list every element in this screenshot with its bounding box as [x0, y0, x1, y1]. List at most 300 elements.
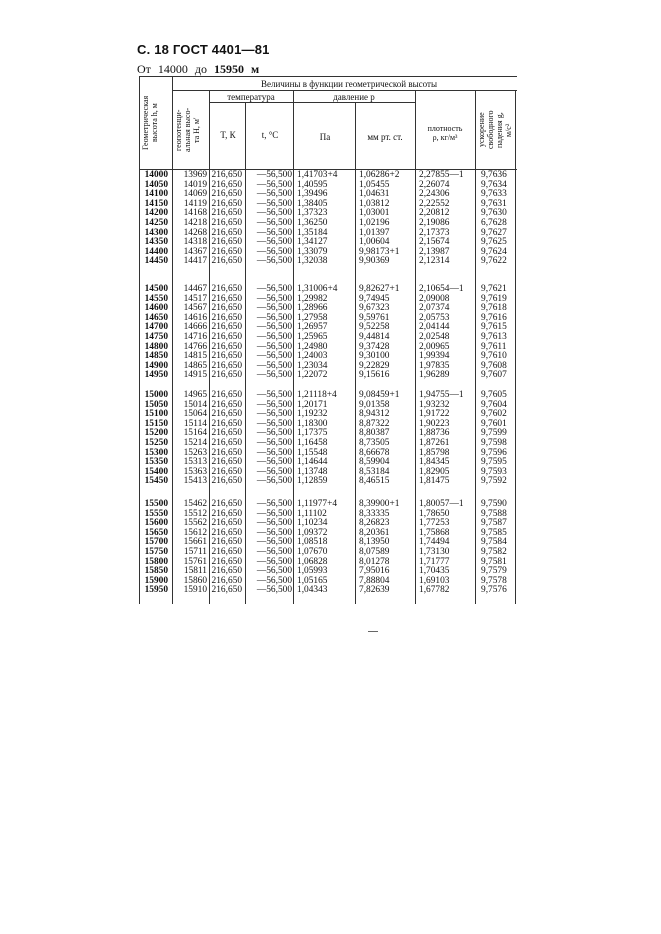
temperature-c-cell: —56,500	[256, 418, 292, 429]
gravity-cell: 9,7627	[481, 227, 507, 238]
density-cell: 1,75868	[419, 527, 450, 538]
density-cell: 2,27855—1	[419, 170, 464, 180]
gravity-cell: 9,7599	[481, 428, 507, 439]
geometric-height-cell: 15600	[144, 518, 168, 529]
geopotential-height-cell: 15114	[183, 418, 207, 429]
geometric-height-cell: 15950	[144, 585, 168, 596]
geopotential-height-cell: 15860	[183, 575, 207, 586]
density-cell: 1,81475	[419, 476, 450, 487]
geopotential-height-cell: 14716	[183, 332, 207, 342]
pressure-mmhg-cell: 8,07589	[359, 547, 390, 557]
pressure-pa-cell: 1,41703+4	[297, 170, 338, 180]
geopotential-height-cell: 15413	[183, 476, 207, 487]
pressure-mmhg-cell: 9,22829	[359, 360, 390, 371]
gravity-cell: 9,7622	[481, 256, 507, 267]
temperature-k-cell: 216,650	[211, 418, 242, 429]
gravity-cell: 9,7624	[481, 246, 507, 257]
geometric-height-cell: 14700	[144, 322, 168, 333]
pressure-pa-cell: 1,23034	[297, 360, 328, 371]
gravity-cell: 9,7611	[481, 341, 507, 352]
gravity-cell: 9,7593	[481, 466, 507, 477]
temperature-c-cell: —56,500	[256, 360, 292, 371]
range-unit: м	[251, 62, 260, 76]
pressure-pa-cell: 1,10234	[297, 518, 328, 529]
gravity-cell: 9,7602	[481, 409, 507, 420]
gravity-cell: 9,7576	[481, 585, 507, 596]
density-cell: 2,19086	[419, 218, 450, 228]
density-cell: 2,07374	[419, 303, 450, 314]
pressure-mmhg-cell: 1,01397	[359, 227, 390, 238]
temperature-c-cell: —56,500	[256, 447, 292, 458]
geometric-height-cell: 14800	[144, 341, 168, 352]
geopotential-height-cell: 14119	[183, 198, 207, 209]
density-cell: 2,15674	[419, 237, 450, 248]
temperature-k-cell: 216,650	[211, 428, 242, 439]
pressure-mmhg-cell: 9,01358	[359, 399, 390, 410]
temperature-c-cell: —56,500	[256, 585, 292, 596]
geometric-height-cell: 15050	[144, 399, 168, 410]
mmhg-header: мм рт. ст.	[367, 132, 403, 142]
pressure-pa-cell: 1,21118+4	[297, 390, 337, 400]
pressure-mmhg-cell: 9,08459+1	[359, 390, 400, 400]
pressure-pa-cell: 1,28966	[297, 303, 328, 314]
temperature-k-cell: 216,650	[211, 332, 242, 342]
temperature-c-cell: —56,500	[256, 312, 292, 323]
temperature-k-cell: 216,650	[211, 527, 242, 538]
pressure-pa-cell: 1,27958	[297, 312, 328, 323]
temperature-k-cell: 216,650	[211, 227, 242, 238]
pressure-pa-cell: 1,33079	[297, 246, 328, 257]
temperature-c-cell: —56,500	[256, 499, 292, 509]
pressure-pa-cell: 1,32038	[297, 256, 328, 267]
col-rule-1	[172, 76, 173, 604]
temperature-k-cell: 216,650	[211, 466, 242, 477]
temperature-c-cell: —56,500	[256, 566, 292, 577]
density-cell: 2,12314	[419, 256, 450, 267]
geometric-height-cell: 15200	[144, 428, 168, 439]
range-line	[137, 62, 263, 77]
temperature-c-cell: —56,500	[256, 246, 292, 257]
gravity-cell: 9,7578	[481, 575, 507, 586]
pressure-mmhg-cell: 9,30100	[359, 351, 390, 362]
geopotential-height-cell: 14766	[183, 341, 207, 352]
geopotential-height-cell: 14417	[183, 256, 207, 267]
pressure-mmhg-cell: 9,90369	[359, 256, 390, 267]
density-cell: 1,85798	[419, 447, 450, 458]
atmosphere-table	[139, 76, 517, 604]
temperature-c-cell: —56,500	[256, 237, 292, 248]
end-dash	[368, 631, 378, 632]
temperature-c-cell: —56,500	[256, 399, 292, 410]
gravity-cell: 9,7631	[481, 198, 507, 209]
temperature-k-cell: 216,650	[211, 409, 242, 420]
pa-header: Па	[319, 132, 331, 142]
pressure-mmhg-cell: 1,02196	[359, 218, 390, 228]
col-rule-3	[245, 102, 246, 604]
geopotential-height-cell: 15661	[183, 537, 207, 548]
gravity-cell: 9,7616	[481, 312, 507, 323]
geometric-height-cell: 15350	[144, 457, 168, 468]
density-cell: 2,26074	[419, 179, 450, 190]
geometric-height-cell: 14050	[144, 179, 168, 190]
geopotential-height-cell: 15761	[183, 556, 207, 567]
pressure-mmhg-cell: 9,67323	[359, 303, 390, 314]
geometric-height-cell: 15750	[144, 547, 168, 557]
pressure-pa-cell: 1,36250	[297, 218, 328, 228]
pressure-mmhg-cell: 9,82627+1	[359, 284, 400, 294]
density-cell: 2,22552	[419, 198, 450, 209]
gravity-cell: 9,7590	[481, 499, 507, 509]
geopotential-height-cell: 15512	[183, 508, 207, 519]
temperature-k-cell: 216,650	[211, 476, 242, 487]
pressure-mmhg-cell: 8,46515	[359, 476, 390, 487]
density-cell: 1,70435	[419, 566, 450, 577]
temperature-k-cell: 216,650	[211, 218, 242, 228]
geopotential-height-cell: 15811	[183, 566, 207, 577]
geopotential-height-cell: 15612	[183, 527, 207, 538]
pressure-mmhg-cell: 8,73505	[359, 438, 390, 448]
pressure-mmhg-cell: 9,74945	[359, 293, 390, 304]
table-top-rule	[139, 76, 517, 77]
geopotential-height-cell: 14965	[183, 390, 207, 400]
pressure-pa-cell: 1,11102	[297, 508, 327, 519]
pressure-mmhg-cell: 7,95016	[359, 566, 390, 577]
temperature-k-cell: 216,650	[211, 351, 242, 362]
temperature-k-cell: 216,650	[211, 537, 242, 548]
density-cell: 1,91722	[419, 409, 450, 420]
density-cell: 1,82905	[419, 466, 450, 477]
density-cell: 2,02548	[419, 332, 450, 342]
density-cell: 1,69103	[419, 575, 450, 586]
geopotential-height-cell: 15462	[183, 499, 207, 509]
geopotential-height-cell: 14019	[183, 179, 207, 190]
density-cell: 1,84345	[419, 457, 450, 468]
temperature-c-cell: —56,500	[256, 189, 292, 200]
pressure-pa-cell: 1,39496	[297, 189, 328, 200]
density-cell: 2,20812	[419, 208, 450, 219]
pressure-mmhg-cell: 8,20361	[359, 527, 390, 538]
gravity-cell: 9,7604	[481, 399, 507, 410]
geopotential-height-cell: 14616	[183, 312, 207, 323]
temperature-c-cell: —56,500	[256, 303, 292, 314]
geopotential-height-cell: 15313	[183, 457, 207, 468]
geometric-height-cell: 15800	[144, 556, 168, 567]
pressure-mmhg-cell: 8,66678	[359, 447, 390, 458]
geopotential-height-cell: 14168	[183, 208, 207, 219]
gravity-cell: 9,7588	[481, 508, 507, 519]
geometric-height-cell: 14100	[144, 189, 168, 200]
temperature-c-cell: —56,500	[256, 198, 292, 209]
pressure-pa-cell: 1,37323	[297, 208, 328, 219]
pressure-pa-cell: 1,24980	[297, 341, 328, 352]
geometric-height-cell: 14200	[144, 208, 168, 219]
temperature-c-cell: —56,500	[256, 390, 292, 400]
gravity-cell: 9,7592	[481, 476, 507, 487]
density-cell: 2,04144	[419, 322, 450, 333]
pressure-mmhg-cell: 1,04631	[359, 189, 390, 200]
density-cell: 1,97835	[419, 360, 450, 371]
temperature-c-cell: —56,500	[256, 332, 292, 342]
density-cell: 2,24306	[419, 189, 450, 200]
pressure-pa-cell: 1,16458	[297, 438, 328, 448]
pressure-pa-cell: 1,31006+4	[297, 284, 338, 294]
pressure-pa-cell: 1,08518	[297, 537, 328, 548]
gravity-cell: 9,7607	[481, 370, 507, 381]
density-cell: 1,73130	[419, 547, 450, 557]
pressure-pa-cell: 1,20171	[297, 399, 328, 410]
geometric-height-cell: 15650	[144, 527, 168, 538]
pressure-mmhg-cell: 8,26823	[359, 518, 390, 529]
temperature-c-cell: —56,500	[256, 351, 292, 362]
pressure-pa-cell: 1,34127	[297, 237, 328, 248]
pressure-header: давление p	[333, 92, 375, 102]
density-cell: 1,77253	[419, 518, 450, 529]
geometric-height-cell: 15550	[144, 508, 168, 519]
range-to-value: 15950	[214, 62, 245, 76]
temperature-k-cell: 216,650	[211, 438, 242, 448]
geometric-height-cell: 14750	[144, 332, 168, 342]
geometric-height-cell: 14550	[144, 293, 168, 304]
values-header: Величины в функции геометрической высоты	[260, 79, 438, 89]
geometric-height-cell: 15100	[144, 409, 168, 420]
range-to-label: до	[194, 62, 208, 76]
gravity-cell: 9,7605	[481, 390, 507, 400]
geopotential-height-cell: 15910	[183, 585, 207, 596]
values-header-rule	[172, 90, 517, 91]
temperature-k-cell: 216,650	[211, 189, 242, 200]
density-cell: 1,67782	[419, 585, 450, 596]
col-rule-5	[355, 102, 356, 604]
gravity-cell: 9,7581	[481, 556, 507, 567]
temperature-k-cell: 216,650	[211, 575, 242, 586]
pressure-rule	[293, 102, 415, 103]
temperature-k-cell: 216,650	[211, 556, 242, 567]
temperature-c-cell: —56,500	[256, 227, 292, 238]
gravity-cell: 9,7582	[481, 547, 507, 557]
geopotential-height-cell: 14815	[183, 351, 207, 362]
pressure-mmhg-cell: 9,44814	[359, 332, 390, 342]
temperature-k-cell: 216,650	[211, 341, 242, 352]
temperature-c-cell: —56,500	[256, 341, 292, 352]
temperature-k-cell: 216,650	[211, 170, 242, 180]
gravity-cell: 9,7615	[481, 322, 507, 333]
geopotential-height-cell: 14915	[183, 370, 207, 381]
pressure-pa-cell: 1,06828	[297, 556, 328, 567]
pressure-pa-cell: 1,38405	[297, 198, 328, 209]
pressure-pa-cell: 1,18300	[297, 418, 328, 429]
pressure-pa-cell: 1,12859	[297, 476, 328, 487]
gravity-cell: 9,7633	[481, 189, 507, 200]
pressure-mmhg-cell: 1,03001	[359, 208, 390, 219]
density-cell: 1,99394	[419, 351, 450, 362]
pressure-mmhg-cell: 9,52258	[359, 322, 390, 333]
temperature-k-cell: 216,650	[211, 399, 242, 410]
temperature-k-cell: 216,650	[211, 370, 242, 381]
temperature-c-cell: —56,500	[256, 208, 292, 219]
geometric-height-cell: 14000	[144, 170, 168, 180]
pressure-mmhg-cell: 8,39900+1	[359, 499, 400, 509]
temperature-k-cell: 216,650	[211, 508, 242, 519]
temperature-c-cell: —56,500	[256, 409, 292, 420]
gravity-cell: 9,7584	[481, 537, 507, 548]
gravity-cell: 9,7610	[481, 351, 507, 362]
temperature-c-cell: —56,500	[256, 547, 292, 557]
geopotential-height-cell: 15164	[183, 428, 207, 439]
geopotential-height-cell: 14318	[183, 237, 207, 248]
gravity-cell: 9,7634	[481, 179, 507, 190]
gravity-cell: 9,7621	[481, 284, 507, 294]
temperature-k-cell: 216,650	[211, 179, 242, 190]
pressure-pa-cell: 1,07670	[297, 547, 328, 557]
temperature-k-cell: 216,650	[211, 390, 242, 400]
temperature-k-cell: 216,650	[211, 547, 242, 557]
pressure-pa-cell: 1,13748	[297, 466, 328, 477]
gravity-cell: 6,7628	[481, 218, 507, 228]
temperature-k-cell: 216,650	[211, 322, 242, 333]
geopotential-height-cell: 15711	[183, 547, 207, 557]
pressure-pa-cell: 1,05165	[297, 575, 328, 586]
density-cell: 1,88736	[419, 428, 450, 439]
temperature-c-cell: —56,500	[256, 457, 292, 468]
gravity-cell: 9,7613	[481, 332, 507, 342]
pressure-mmhg-cell: 1,03812	[359, 198, 390, 209]
temperature-k-cell: 216,650	[211, 518, 242, 529]
geometric-height-cell: 15000	[144, 390, 168, 400]
pressure-mmhg-cell: 7,88804	[359, 575, 390, 586]
temperature-k-cell: 216,650	[211, 566, 242, 577]
pressure-mmhg-cell: 1,05455	[359, 179, 390, 190]
geometric-height-cell: 14150	[144, 198, 168, 209]
temperature-c-cell: —56,500	[256, 256, 292, 267]
geometric-height-cell: 15400	[144, 466, 168, 477]
pressure-mmhg-cell: 8,94312	[359, 409, 390, 420]
pressure-pa-cell: 1,29982	[297, 293, 328, 304]
gravity-cell: 9,7630	[481, 208, 507, 219]
density-cell: 1,71777	[419, 556, 450, 567]
col-rule-8	[515, 90, 516, 604]
geopotential-height-cell: 14467	[183, 284, 207, 294]
t-C-header: t, °С	[261, 130, 279, 140]
pressure-mmhg-cell: 9,37428	[359, 341, 390, 352]
geopotential-height-cell: 14865	[183, 360, 207, 371]
pressure-pa-cell: 1,11977+4	[297, 499, 338, 509]
pressure-pa-cell: 1,17375	[297, 428, 328, 439]
geopotential-height-cell: 15263	[183, 447, 207, 458]
temperature-k-cell: 216,650	[211, 237, 242, 248]
pressure-mmhg-cell: 8,53184	[359, 466, 390, 477]
geopotential-height-header: геопотенци- альная высо- та H, м'	[174, 107, 201, 153]
range-from-value: 14000	[157, 62, 188, 76]
pressure-mmhg-cell: 8,80387	[359, 428, 390, 439]
pressure-pa-cell: 1,35184	[297, 227, 328, 238]
geometric-height-cell: 14500	[144, 284, 168, 294]
temperature-c-cell: —56,500	[256, 466, 292, 477]
geometric-height-cell: 14950	[144, 370, 168, 381]
gravity-cell: 9,7598	[481, 438, 507, 448]
gravity-cell: 9,7585	[481, 527, 507, 538]
geometric-height-cell: 14650	[144, 312, 168, 323]
geometric-height-cell: 14600	[144, 303, 168, 314]
pressure-mmhg-cell: 1,06286+2	[359, 170, 400, 180]
temperature-c-cell: —56,500	[256, 170, 292, 180]
pressure-pa-cell: 1,26957	[297, 322, 328, 333]
temperature-k-cell: 216,650	[211, 293, 242, 304]
geopotential-height-cell: 14218	[183, 218, 207, 228]
density-cell: 1,93232	[419, 399, 450, 410]
pressure-pa-cell: 1,04343	[297, 585, 328, 596]
temperature-c-cell: —56,500	[256, 518, 292, 529]
pressure-mmhg-cell: 8,01278	[359, 556, 390, 567]
geopotential-height-cell: 15363	[183, 466, 207, 477]
temperature-c-cell: —56,500	[256, 508, 292, 519]
geopotential-height-cell: 15214	[183, 438, 207, 448]
gravity-cell: 9,7601	[481, 418, 507, 429]
geometric-height-cell: 14900	[144, 360, 168, 371]
temperature-c-cell: —56,500	[256, 556, 292, 567]
T-K-header: T, К	[220, 130, 236, 140]
temperature-c-cell: —56,500	[256, 284, 292, 294]
density-cell: 2,00965	[419, 341, 450, 352]
gravity-cell: 9,7587	[481, 518, 507, 529]
gravity-cell: 9,7619	[481, 293, 507, 304]
geometric-height-cell: 15300	[144, 447, 168, 458]
temperature-c-cell: —56,500	[256, 537, 292, 548]
gravity-header: ускорение свободного падения g, м/с²	[477, 110, 513, 150]
temperature-k-cell: 216,650	[211, 303, 242, 314]
pressure-mmhg-cell: 7,82639	[359, 585, 390, 596]
geopotential-height-cell: 15014	[183, 399, 207, 410]
temperature-c-cell: —56,500	[256, 218, 292, 228]
pressure-mmhg-cell: 9,98173+1	[359, 246, 400, 257]
density-cell: 1,87261	[419, 438, 450, 448]
pressure-pa-cell: 1,40595	[297, 179, 328, 190]
pressure-mmhg-cell: 1,00604	[359, 237, 390, 248]
temperature-c-cell: —56,500	[256, 322, 292, 333]
gravity-cell: 9,7595	[481, 457, 507, 468]
temperature-k-cell: 216,650	[211, 447, 242, 458]
temperature-header: температура	[227, 92, 275, 102]
geometric-height-cell: 14450	[144, 256, 168, 267]
pressure-pa-cell: 1,15548	[297, 447, 328, 458]
geopotential-height-cell: 14367	[183, 246, 207, 257]
temperature-k-cell: 216,650	[211, 499, 242, 509]
density-cell: 2,09008	[419, 293, 450, 304]
temperature-c-cell: —56,500	[256, 438, 292, 448]
gravity-cell: 9,7636	[481, 170, 507, 180]
geopotential-height-cell: 14268	[183, 227, 207, 238]
temperature-k-cell: 216,650	[211, 312, 242, 323]
geometric-height-cell: 14300	[144, 227, 168, 238]
pressure-mmhg-cell: 8,87322	[359, 418, 390, 429]
temperature-k-cell: 216,650	[211, 198, 242, 209]
temperature-c-cell: —56,500	[256, 370, 292, 381]
gravity-cell: 9,7618	[481, 303, 507, 314]
gravity-cell: 9,7579	[481, 566, 507, 577]
temperature-c-cell: —56,500	[256, 179, 292, 190]
temperature-c-cell: —56,500	[256, 476, 292, 487]
geometric-height-cell: 15150	[144, 418, 168, 429]
gravity-cell: 9,7625	[481, 237, 507, 248]
density-cell: 1,74494	[419, 537, 450, 548]
pressure-mmhg-cell: 8,59904	[359, 457, 390, 468]
density-cell: 2,10654—1	[419, 284, 464, 294]
geopotential-height-cell: 15562	[183, 518, 207, 529]
temperature-k-cell: 216,650	[211, 208, 242, 219]
geometric-height-cell: 14250	[144, 218, 168, 228]
pressure-pa-cell: 1,14644	[297, 457, 328, 468]
col-rule-4	[293, 90, 294, 604]
temperature-k-cell: 216,650	[211, 457, 242, 468]
